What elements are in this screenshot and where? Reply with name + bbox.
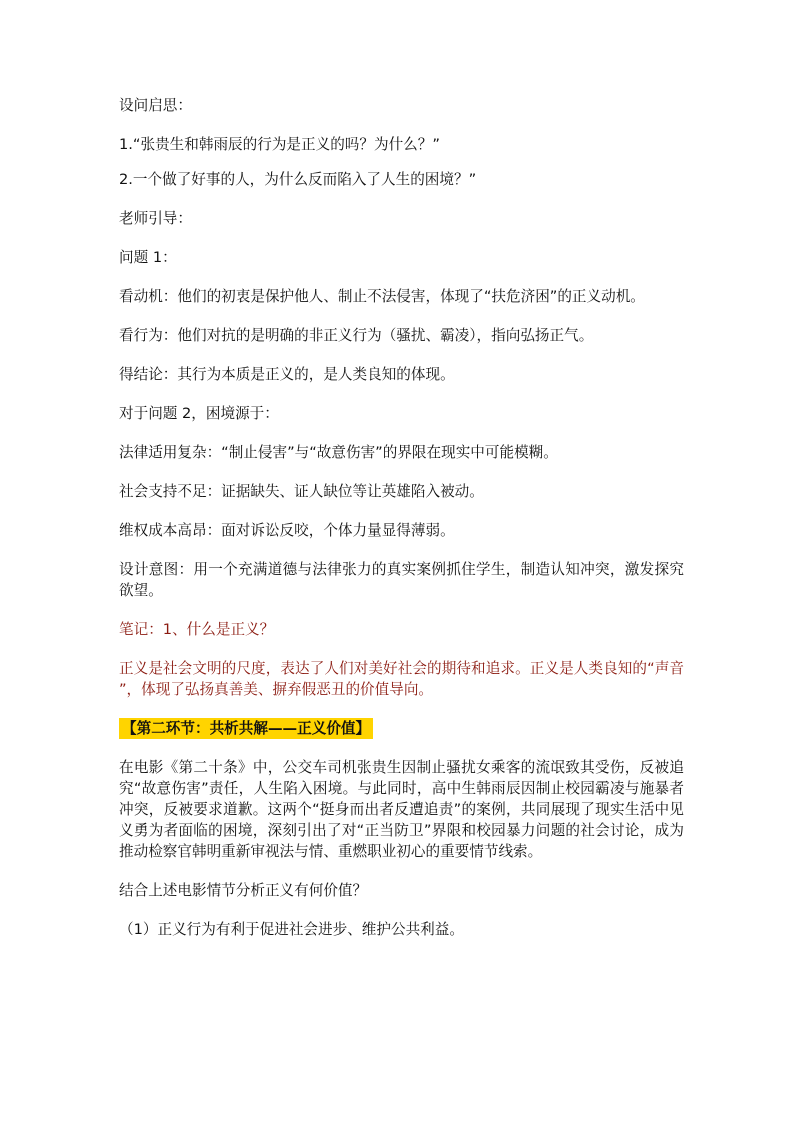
problem-1-label: 问题 1：: [119, 249, 177, 266]
conclusion: 得结论：其行为本质是正义的，是人类良知的体现。: [119, 366, 455, 383]
design-intent: 设计意图：用一个充满道德与法律张力的真实案例抓住学生，制造认知冲突，激发探究欲望。: [119, 561, 684, 599]
problem-2-label: 对于问题 2，困境源于：: [119, 405, 279, 422]
section-heading: 【第二环节：共析共解——正义价值】: [119, 718, 373, 739]
motive-analysis: 看动机：他们的初衷是保护他人、制止不法侵害，体现了“扶危济困”的正义动机。: [119, 288, 645, 305]
question-1: 1.“张贵生和韩雨辰的行为是正义的吗？为什么？”: [119, 136, 440, 153]
answer-1: （1）正义行为有利于促进社会进步、维护公共利益。: [119, 921, 464, 938]
behavior-analysis: 看行为：他们对抗的是明确的非正义行为（骚扰、霸凌），指向弘扬正气。: [119, 327, 594, 344]
film-paragraph: 在电影《第二十条》中，公交车司机张贵生因制止骚扰女乘客的流氓致其受伤，反被追究“故意伤害”责任，人生陷入困境。与此同时，高中生韩雨辰因制止校园霸凌与施暴者冲突，反被要求道歉。这两个“挺身而出者反遭追责”的案例，共同展现了现实生活中见义勇为者面临的困境，深刻引出了对“正当防卫”界限和校园暴力问题的社会讨论，成为推动检察官韩明重新审视法与情、重燃职业初心的重要情节线索。: [119, 759, 684, 860]
teacher-guide-label: 老师引导：: [119, 210, 192, 227]
document-body: [119, 95, 684, 940]
social-support: 社会支持不足：证据缺失、证人缺位等让英雄陷入被动。: [119, 483, 484, 500]
question-2: 2.一个做了好事的人，为什么反而陷入了人生的困境？”: [119, 171, 477, 188]
section-heading-row: [119, 718, 684, 739]
value-question: 结合上述电影情节分析正义有何价值？: [119, 882, 368, 899]
note-title: 笔记：1、什么是正义？: [119, 621, 275, 638]
heading-questions: 设问启思：: [119, 97, 192, 114]
rights-cost: 维权成本高昂：面对诉讼反咬，个体力量显得薄弱。: [119, 522, 455, 539]
note-body: 正义是社会文明的尺度，表达了人们对美好社会的期待和追求。正义是人类良知的“声音 ”，体现了弘扬真善美、摒弃假恶丑的价值导向。: [119, 660, 684, 698]
law-complexity: 法律适用复杂：“制止侵害”与“故意伤害”的界限在现实中可能模糊。: [119, 444, 558, 461]
